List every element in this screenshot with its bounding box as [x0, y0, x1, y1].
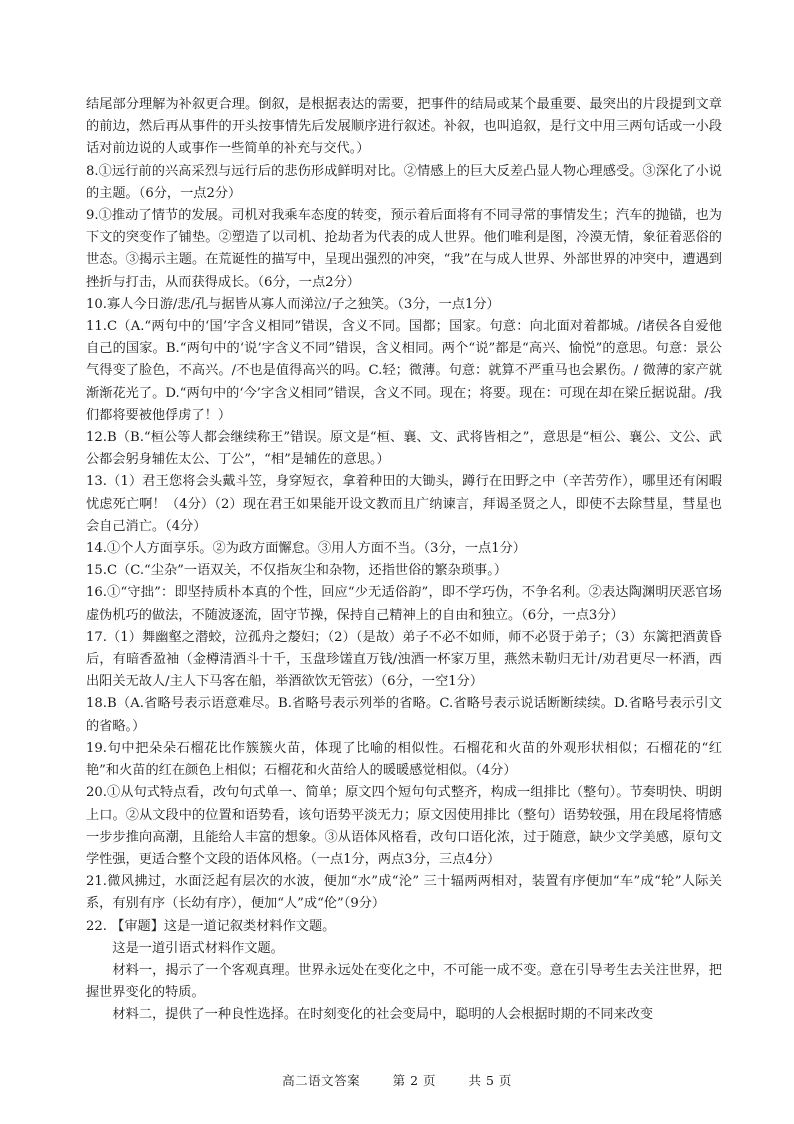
- answer-12: 12.B（B.“桓公等人都会继续称王”错误。原文是“桓、襄、文、武将皆相之”，意思是“桓公、襄公、文公、武公都会躬身辅佐太公、丁公”，“相”是辅佐的意思。）: [86, 430, 722, 468]
- answer-8: 8.①远行前的兴高采烈与远行后的悲伤形成鲜明对比。②情感上的巨大反差凸显人物心理感受。③深化了小说的主题。（6分，一点2分）: [86, 163, 722, 201]
- answer-15: 15.C（C.“尘杂”一语双关，不仅指灰尘和杂物，还指世俗的繁杂琐事。）: [86, 563, 508, 579]
- answer-18: 18.B（A.省略号表示语意难尽。B.省略号表示列举的省略。C.省略号表示说话断断续续。D.省略号表示引文的省略。）: [86, 696, 722, 734]
- answer-13: 13.（1）君王您将会头戴斗笠，身穿短衣，拿着种田的大锄头，蹲行在田野之中（辛苦劳作），哪里还有闲暇忧虑死亡啊！（4分）（2）现在君王如果能开设文教而且广纳谏言，拜谒圣贤之人，即使不去除彗星，彗星也会自己消亡。（4分）: [86, 474, 722, 534]
- answer-9: 9.①推动了情节的发展。司机对我乘车态度的转变，预示着后面将有不同寻常的事情发生；汽车的抛锚，也为下文的突变作了铺垫。②塑造了以司机、抢劫者为代表的成人世界。他们唯利是图，冷漠无情，象征着恶俗的世态。③揭示主题。在荒诞性的描写中，呈现出强烈的冲突，“我”在与成人世界、外部世界的冲突中，遭遇到挫折与打击，从而获得成长。（6分，一点2分）: [86, 208, 722, 290]
- answer-22-paragraph: 材料一，揭示了一个客观真理。世界永远处在变化之中，不可能一成不变。意在引导考生去关注世界，把握世界变化的特质。: [86, 962, 722, 1001]
- answer-17: 17.（1）舞幽壑之潜蛟，泣孤舟之嫠妇；（2）（是故）弟子不必不如师，师不必贤于弟子；（3）东篱把酒黄昏后，有暗香盈袖（金樽清酒斗十千，玉盘珍馐直万钱/浊酒一杯家万里，燕然未勒归无计/劝君更尽一杯酒，西出阳关无故人/主人下马客在船，举酒欲饮无管弦）（6分，一空1分）: [86, 629, 722, 690]
- answer-21: 21.微风拂过，水面泛起有层次的水波，便加“水”成“沦” 三十辐两两相对，装置有序便加“车”成“轮”人际关系，有别有序（长幼有序），便加“人”成“伦”（9分）: [86, 874, 722, 912]
- answer-22-heading: 22. 【审题】这是一道记叙类材料作文题。: [86, 918, 336, 934]
- answer-10: 10.寡人今日游/悲/孔与据皆从寡人而涕泣/子之独笑。（3分，一点1分）: [86, 296, 500, 312]
- answer-19: 19.句中把朵朵石榴花比作簇簇火苗，体现了比喻的相似性。石榴花和火苗的外观形状相似；石榴花的“红艳”和火苗的红在颜色上相似；石榴花和火苗给人的暖暖感觉相似。（4分）: [86, 740, 722, 779]
- footer-course: 高二语文答案: [282, 1073, 361, 1088]
- answer-14: 14.①个人方面享乐。②为政方面懈怠。③用人方面不当。（3分，一点1分）: [86, 541, 526, 557]
- continuation-paragraph: 结尾部分理解为补叙更合理。倒叙，是根据表达的需要，把事件的结局或某个最重要、最突出的片段提到文章的前边，然后再从事件的开头按事情先后发展顺序进行叙述。补叙，也叫追叙，是行文中用三两句话或一小段话对前边说的人或事作一些简单的补充与交代。）: [86, 97, 722, 157]
- answer-16: 16.①“守拙”：即坚持质朴本真的个性，回应“少无适俗韵”，即不学巧伪，不争名利。②表达陶渊明厌恶官场虚伪机巧的做法，不随波逐流，固守节操，保持自己精神上的自由和独立。（6分，一点3分）: [86, 585, 722, 623]
- answer-11: 11.C（A.“两句中的‘国’字含义相同”错误，含义不同。国都；国家。句意：向北面对着都城。/诸侯各自爱他自己的国家。B.“两句中的‘说’字含义不同”错误，含义相同。两个“说”都是“高兴、愉悦”的意思。句意：景公气得变了脸色，不高兴。/不也是值得高兴的吗。C.轻；微薄。句意：就算不严重马也会累伤。/ 微薄的家产就渐渐花光了。D.“两句中的‘今’字含义相同”错误，含义不同。现在；将要。现在：可现在却在梁丘据说甜。/我们都将要被他俘虏了！）: [86, 319, 722, 423]
- answer-22-paragraph: 这是一道引语式材料作文题。: [112, 940, 284, 956]
- answer-key-body: [86, 94, 722, 1027]
- footer-total-pages: 共 5 页: [468, 1073, 512, 1088]
- answer-22-paragraph: 材料二，提供了一种良性选择。在时刻变化的社会变局中，聪明的人会根据时期的不同来改变: [112, 1007, 654, 1023]
- footer-page-number: 第 2 页: [392, 1073, 436, 1088]
- answer-20: 20.①从句式特点看，改句句式单一、简单；原文四个短句句式整齐，构成一组排比（整句）。节奏明快、明朗上口。②从文段中的位置和语势看，该句语势平淡无力；原文因使用排比（整句）语势较强，用在段尾将情感一步步推向高潮，且能给人丰富的想象。③从语体风格看，改句口语化浓，过于随意，缺少文学美感，原句文学性强，更适合整个文段的语体风格。（一点1分，两点3分，三点4分）: [86, 785, 722, 867]
- page-footer: [0, 1071, 794, 1089]
